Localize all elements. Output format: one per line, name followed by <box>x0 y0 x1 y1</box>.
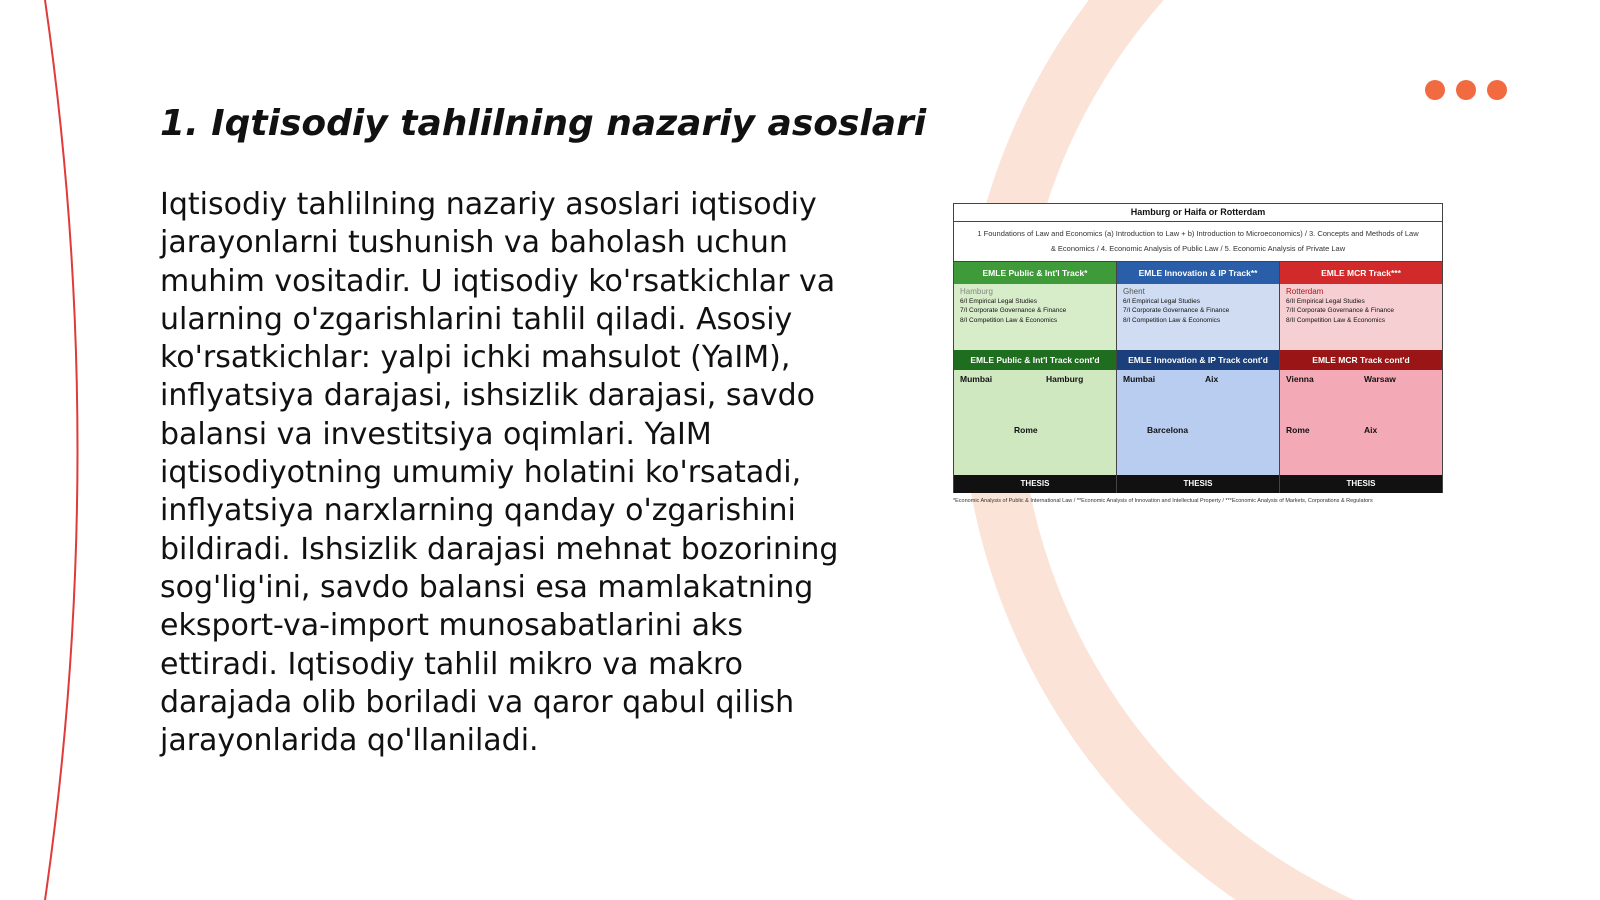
city-label: Mumbai <box>960 374 993 384</box>
slide-body-text: Iqtisodiy tahlilning nazariy asoslari iqtisodiy jarayonlarni tushunish va baholash uchun muhim vositadir. U iqtisodiy ko'rsatkichlar va ularning o'zgarishlarini tahlil qiladi. Asosiy ko'rsatkichlar: yalpi ichki mahsulot (YaIM), inflyatsiya darajasi, ishsizlik darajasi, savdo balansi va investitsiya oqimlari. YaIM iqtisodiyotning umumiy holatini ko'rsatadi, inflyatsiya narxlarning qanday o'zgarishini bildiradi. Ishsizlik darajasi mehnat bozorining sog'lig'ini, savdo balansi esa mamlakatning eksport-va-import munosabatlarini aks ettiradi. Iqtisodiy tahlil mikro va makro darajada olib boriladi va qaror qabul qilish jarayonlarida qo'llaniladi. <box>160 187 839 759</box>
track-cont-header: EMLE Public & Int'l Track cont'd <box>954 350 1116 370</box>
track-cont-header: EMLE MCR Track cont'd <box>1280 350 1442 370</box>
slide-title: 1. Iqtisodiy tahlilning nazariy asoslari <box>160 103 927 144</box>
course-item: 6/I Empirical Legal Studies <box>1123 297 1200 305</box>
track-column <box>1280 262 1442 493</box>
city-label: Vienna <box>1286 374 1314 384</box>
track-city: Ghent <box>1123 287 1145 296</box>
track-header: EMLE Innovation & IP Track** <box>1117 262 1279 284</box>
track-cities <box>1280 370 1442 475</box>
track-body <box>1280 284 1442 350</box>
city-label: Aix <box>1205 374 1219 384</box>
track-city: Rotterdam <box>1286 287 1324 296</box>
track-body <box>1117 284 1279 350</box>
track-cont-header: EMLE Innovation & IP Track cont'd <box>1117 350 1279 370</box>
course-item: 8/I Competition Law & Economics <box>960 316 1058 324</box>
course-item: 8/II Competition Law & Economics <box>1286 316 1385 324</box>
course-item: 7/I Corporate Governance & Finance <box>1123 307 1230 314</box>
dot-icon <box>1425 80 1445 100</box>
track-cities <box>954 370 1116 475</box>
track-city: Hamburg <box>960 287 993 296</box>
diagram-header: Hamburg or Haifa or Rotterdam <box>954 204 1442 222</box>
menu-dots <box>1425 80 1507 100</box>
track-column <box>1117 262 1280 493</box>
dot-icon <box>1456 80 1476 100</box>
track-header: EMLE Public & Int'l Track* <box>954 262 1116 284</box>
city-label: Aix <box>1364 425 1378 435</box>
city-label: Rome <box>1014 425 1038 435</box>
track-header: EMLE MCR Track*** <box>1280 262 1442 284</box>
track-cities <box>1117 370 1279 475</box>
course-item: 8/I Competition Law & Economics <box>1123 316 1221 324</box>
dot-icon <box>1487 80 1507 100</box>
city-label: Warsaw <box>1364 374 1396 384</box>
diagram-footnote: *Economic Analysis of Public & International Law / **Economic Analysis of Innovation and Intellectual Property / ***Economic Analysis of Markets, Corporations & Regulators <box>953 498 1373 504</box>
course-item: 7/II Corporate Governance & Finance <box>1286 307 1395 314</box>
thesis-label: THESIS <box>954 475 1116 493</box>
course-item: 7/I Corporate Governance & Finance <box>960 307 1067 314</box>
track-body <box>954 284 1116 350</box>
program-structure-diagram <box>953 203 1443 493</box>
city-label: Hamburg <box>1046 374 1084 384</box>
city-label: Mumbai <box>1123 374 1156 384</box>
thesis-label: THESIS <box>1280 475 1442 493</box>
track-column <box>954 262 1117 493</box>
diagram-foundation-row: 1 Foundations of Law and Economics (a) Introduction to Law + b) Introduction to Microeconomics) / 3. Concepts and Methods of Law & Economics / 4. Economic Analysis of Public Law / 5. Economic Analysis of Private Law <box>954 222 1442 262</box>
city-label: Rome <box>1286 425 1310 435</box>
left-accent-line <box>45 0 78 900</box>
thesis-label: THESIS <box>1117 475 1279 493</box>
tracks-grid <box>954 262 1442 493</box>
city-label: Barcelona <box>1147 425 1189 435</box>
course-item: 6/I Empirical Legal Studies <box>960 297 1037 305</box>
course-item: 6/II Empirical Legal Studies <box>1286 297 1365 305</box>
